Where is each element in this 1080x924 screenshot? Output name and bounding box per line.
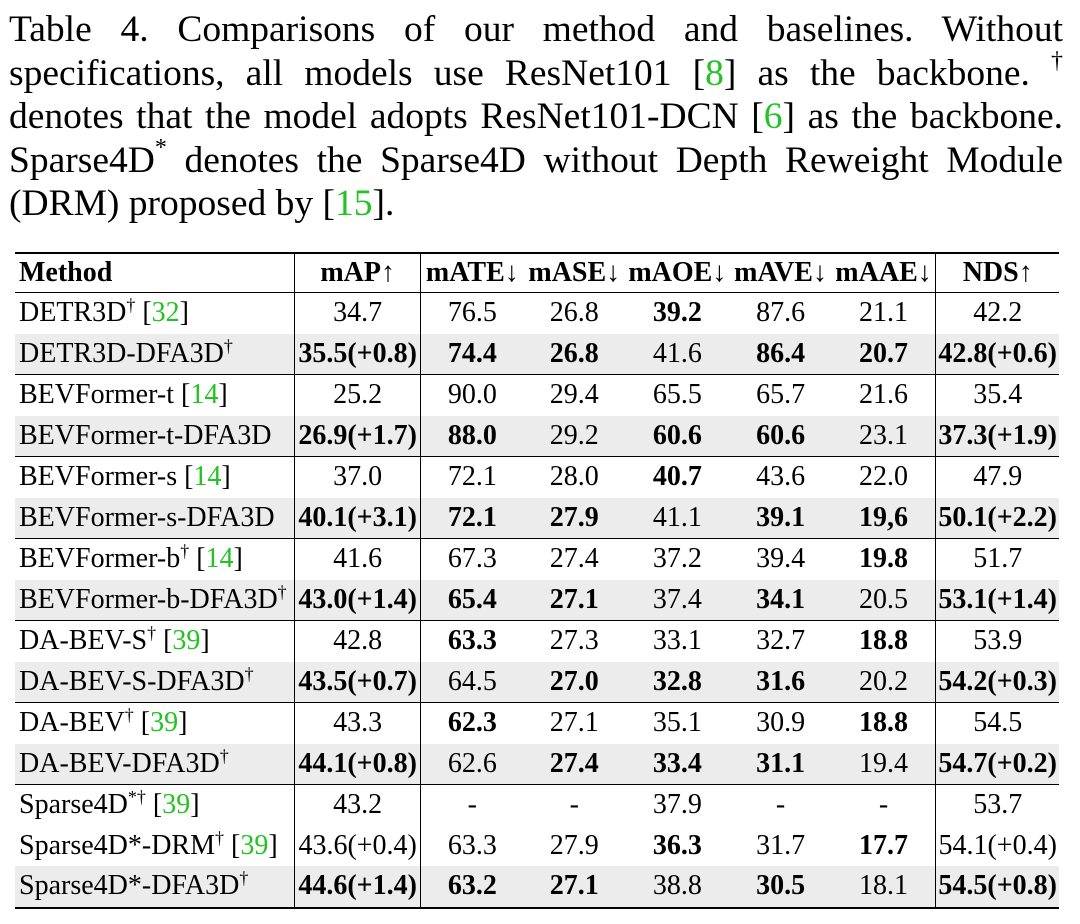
- cell-nds: 53.9: [936, 621, 1059, 662]
- citation-link[interactable]: 8: [705, 52, 724, 94]
- method-sup: †: [244, 663, 254, 684]
- method-sup: †: [215, 827, 224, 848]
- method-sup: †: [223, 335, 233, 356]
- cell-nds: 54.2(+0.3): [936, 662, 1059, 703]
- cell-mase: 27.3: [549, 625, 599, 657]
- cell-maoe: 37.2: [652, 543, 702, 575]
- cell-mase: 26.8: [549, 297, 599, 329]
- citation-link[interactable]: 15: [335, 183, 373, 224]
- table-group: [15, 375, 1059, 457]
- cell-mase: 27.1: [523, 866, 625, 908]
- method-name: BEVFormer-s: [19, 461, 178, 493]
- header-mase: mASE↓: [528, 257, 621, 288]
- table-row: [15, 866, 1059, 908]
- cell-map: 42.8: [295, 621, 421, 662]
- table-row: [15, 539, 1059, 580]
- citation-link[interactable]: 39: [172, 625, 201, 657]
- cell-nds: 35.4: [936, 375, 1059, 416]
- cell-mase: 27.9: [523, 498, 625, 539]
- cell-mase: 29.2: [523, 416, 625, 457]
- citation-link[interactable]: 39: [240, 829, 269, 861]
- cell-maae: 18.1: [832, 866, 936, 908]
- cell-nds: 54.5(+0.8): [936, 866, 1059, 908]
- cell-method: DA-BEV-S† [39]: [19, 623, 210, 657]
- table-row: [15, 785, 1059, 826]
- cell-maoe: 60.6: [625, 416, 729, 457]
- table-row: [15, 662, 1059, 703]
- comparison-table: [15, 252, 1059, 909]
- cell-maae: 20.2: [832, 662, 936, 703]
- cell-mase: 27.9: [549, 829, 599, 861]
- method-sup: †: [126, 295, 136, 316]
- table-row: [15, 826, 1059, 867]
- cell-mave: 30.5: [729, 866, 831, 908]
- method-name: BEVFormer-b: [19, 543, 181, 575]
- header-maoe: mAOE↓: [628, 257, 727, 288]
- cell-method: BEVFormer-t [14]: [19, 379, 228, 411]
- cell-maae: 19.8: [859, 543, 909, 575]
- table-caption: Table 4. Comparisons of our method and baselines. Without specifications, all models use ResNet101 [8] as the backbone. † denotes that the model adopts ResNet101-DCN [6] as the backbone. Sparse4D* denotes the Sparse4D without Depth Reweight Module (DRM) proposed by [15].: [9, 9, 1064, 224]
- cell-method: BEVFormer-b† [14]: [19, 541, 243, 575]
- cell-maoe: 38.8: [625, 866, 729, 908]
- cell-mave: 39.1: [729, 498, 831, 539]
- method-sup: †: [219, 745, 229, 766]
- cell-nds: 54.5: [936, 703, 1059, 744]
- method-sup: †: [124, 705, 134, 726]
- method-name: DA-BEV-S-DFA3D: [19, 665, 245, 697]
- cell-mave: 31.1: [729, 744, 831, 785]
- cell-map: 44.6(+1.4): [295, 866, 421, 908]
- cell-method: [15, 866, 295, 908]
- cell-nds: 53.7: [936, 785, 1059, 826]
- cell-method: DETR3D† [32]: [19, 295, 189, 329]
- cell-mase: 27.4: [549, 543, 599, 575]
- cell-mase: -: [569, 789, 579, 821]
- method-name: DA-BEV-DFA3D: [19, 747, 220, 779]
- table-row: [15, 457, 1059, 498]
- cell-maoe: 40.7: [652, 461, 702, 493]
- cell-map: 44.1(+0.8): [295, 744, 421, 785]
- table-group: [15, 621, 1059, 703]
- cell-mase: 29.4: [549, 379, 599, 411]
- cell-map: 43.5(+0.7): [295, 662, 421, 703]
- cell-mate: 67.3: [447, 543, 497, 575]
- cell-mate: 72.1: [447, 461, 497, 493]
- header-map: mAP↑: [295, 253, 421, 293]
- cell-mase: 26.8: [523, 334, 625, 375]
- table-row: [15, 580, 1059, 621]
- citation-link[interactable]: 14: [193, 461, 222, 493]
- table-group: [15, 539, 1059, 621]
- cell-maoe: 41.6: [625, 334, 729, 375]
- cell-maae: 20.7: [832, 334, 936, 375]
- cell-maoe: 32.8: [625, 662, 729, 703]
- table-row: [15, 375, 1059, 416]
- method-sup: *†: [127, 787, 146, 808]
- cell-maae: 19,6: [832, 498, 936, 539]
- cell-mase: 27.1: [549, 707, 599, 739]
- cell-method: [15, 416, 295, 457]
- cell-mave: 39.4: [756, 543, 806, 575]
- cell-mase: 28.0: [549, 461, 599, 493]
- method-name: Sparse4D*-DFA3D: [19, 870, 240, 902]
- method-name: Sparse4D*-DRM: [19, 829, 215, 861]
- cell-maoe: 37.4: [625, 580, 729, 621]
- table-header-row: [15, 253, 1059, 293]
- cell-method: DA-BEV† [39]: [19, 705, 188, 739]
- cell-map: 40.1(+3.1): [295, 498, 421, 539]
- cell-map: 37.0: [295, 457, 421, 498]
- cell-maoe: 36.3: [652, 829, 702, 861]
- cell-mave: 32.7: [756, 625, 806, 657]
- cell-mate: 62.3: [447, 707, 497, 739]
- cell-mate: 88.0: [421, 416, 524, 457]
- table-group: [15, 293, 1059, 375]
- header-maae: mAAE↓: [835, 257, 932, 288]
- cell-nds: 47.9: [936, 457, 1059, 498]
- cell-mate: 74.4: [421, 334, 524, 375]
- cell-maoe: 65.5: [652, 379, 702, 411]
- cell-nds: 54.1(+0.4): [936, 826, 1059, 867]
- cell-maae: 23.1: [832, 416, 936, 457]
- method-sup: †: [239, 868, 249, 889]
- cell-map: 43.2: [295, 785, 421, 826]
- method-name: BEVFormer-b-DFA3D: [19, 583, 278, 615]
- method-sup: †: [180, 541, 190, 562]
- cell-mate: 90.0: [447, 379, 497, 411]
- cell-mate: 64.5: [421, 662, 524, 703]
- header-mave: mAVE↓: [734, 257, 827, 288]
- cell-mase: 27.4: [523, 744, 625, 785]
- table-group: [15, 703, 1059, 785]
- cell-mave: 86.4: [729, 334, 831, 375]
- cell-maoe: 33.4: [625, 744, 729, 785]
- caption-label: Table 4.: [9, 9, 149, 50]
- cell-mase: 27.0: [523, 662, 625, 703]
- cell-mate: 63.2: [421, 866, 524, 908]
- cell-maae: 20.5: [832, 580, 936, 621]
- cell-mave: 30.9: [756, 707, 806, 739]
- method-name: DA-BEV: [19, 707, 125, 739]
- cell-mave: 34.1: [729, 580, 831, 621]
- cell-map: 43.0(+1.4): [295, 580, 421, 621]
- table-row: [15, 416, 1059, 457]
- cell-mase: 27.1: [523, 580, 625, 621]
- citation-link[interactable]: 32: [151, 297, 180, 329]
- table-row: [15, 621, 1059, 662]
- method-name: DETR3D-DFA3D: [19, 337, 224, 369]
- table-row: [15, 744, 1059, 785]
- method-name: DA-BEV-S: [19, 625, 148, 657]
- header-method: Method: [19, 257, 113, 288]
- method-name: BEVFormer-t-DFA3D: [19, 419, 272, 451]
- citation-link[interactable]: 39: [150, 707, 179, 739]
- citation-link[interactable]: 6: [763, 96, 783, 137]
- table-row: [15, 334, 1059, 375]
- cell-maoe: 39.2: [652, 297, 702, 329]
- cell-map: 41.6: [295, 539, 421, 580]
- cell-maae: 22.0: [859, 461, 909, 493]
- cell-mave: 60.6: [729, 416, 831, 457]
- table-row: [15, 703, 1059, 744]
- cell-maoe: 33.1: [652, 625, 702, 657]
- citation-link[interactable]: 39: [162, 789, 191, 821]
- cell-maae: 19.4: [832, 744, 936, 785]
- cell-map: 25.2: [295, 375, 421, 416]
- method-name: Sparse4D: [19, 789, 128, 821]
- cell-mate: 63.3: [447, 829, 497, 861]
- cell-nds: 42.8(+0.6): [936, 334, 1059, 375]
- cell-mate: -: [467, 789, 477, 821]
- cell-maae: 17.7: [859, 829, 909, 861]
- table-row: [15, 498, 1059, 539]
- cell-maoe: 37.9: [652, 789, 702, 821]
- cell-nds: 54.7(+0.2): [936, 744, 1059, 785]
- cell-method: BEVFormer-s [14]: [19, 461, 231, 493]
- cell-mate: 76.5: [447, 297, 497, 329]
- cell-maae: 18.8: [859, 707, 909, 739]
- cell-map: 34.7: [295, 293, 421, 334]
- method-name: BEVFormer-s-DFA3D: [19, 501, 275, 533]
- table-row: [15, 293, 1059, 334]
- cell-nds: 42.2: [936, 293, 1059, 334]
- cell-mate: 65.4: [421, 580, 524, 621]
- cell-method: Sparse4D*-DRM† [39]: [19, 827, 278, 861]
- table-group: [15, 457, 1059, 539]
- cell-method: [15, 498, 295, 539]
- cell-maae: -: [878, 789, 889, 821]
- cell-method: [15, 580, 295, 621]
- header-mate: mATE↓: [425, 257, 519, 288]
- cell-nds: 37.3(+1.9): [936, 416, 1059, 457]
- cell-mave: 31.7: [756, 829, 806, 861]
- cell-map: 43.6(+0.4): [295, 826, 421, 867]
- cell-map: 26.9(+1.7): [295, 416, 421, 457]
- cell-nds: 51.7: [936, 539, 1059, 580]
- cell-maae: 21.1: [859, 297, 909, 329]
- cell-maae: 18.8: [859, 625, 909, 657]
- cell-nds: 53.1(+1.4): [936, 580, 1059, 621]
- cell-maae: 21.6: [859, 379, 909, 411]
- cell-method: [15, 744, 295, 785]
- cell-maoe: 35.1: [652, 707, 702, 739]
- citation-link[interactable]: 14: [205, 543, 234, 575]
- method-name: BEVFormer-t: [19, 379, 174, 411]
- cell-map: 35.5(+0.8): [295, 334, 421, 375]
- cell-mave: 65.7: [756, 379, 806, 411]
- method-sup: †: [147, 623, 157, 644]
- method-sup: †: [277, 581, 287, 602]
- cell-maoe: 41.1: [625, 498, 729, 539]
- table-group: [15, 785, 1059, 908]
- cell-mave: 87.6: [756, 297, 806, 329]
- header-nds: NDS↑: [936, 253, 1059, 293]
- citation-link[interactable]: 14: [190, 379, 219, 411]
- cell-nds: 50.1(+2.2): [936, 498, 1059, 539]
- cell-mave: 43.6: [756, 461, 806, 493]
- cell-mave: 31.6: [729, 662, 831, 703]
- method-name: DETR3D: [19, 297, 127, 329]
- cell-mate: 63.3: [447, 625, 497, 657]
- cell-mate: 72.1: [421, 498, 524, 539]
- cell-method: Sparse4D*† [39]: [19, 787, 200, 821]
- cell-map: 43.3: [295, 703, 421, 744]
- cell-mave: -: [775, 789, 786, 821]
- cell-method: [15, 662, 295, 703]
- cell-method: [15, 334, 295, 375]
- cell-mate: 62.6: [421, 744, 524, 785]
